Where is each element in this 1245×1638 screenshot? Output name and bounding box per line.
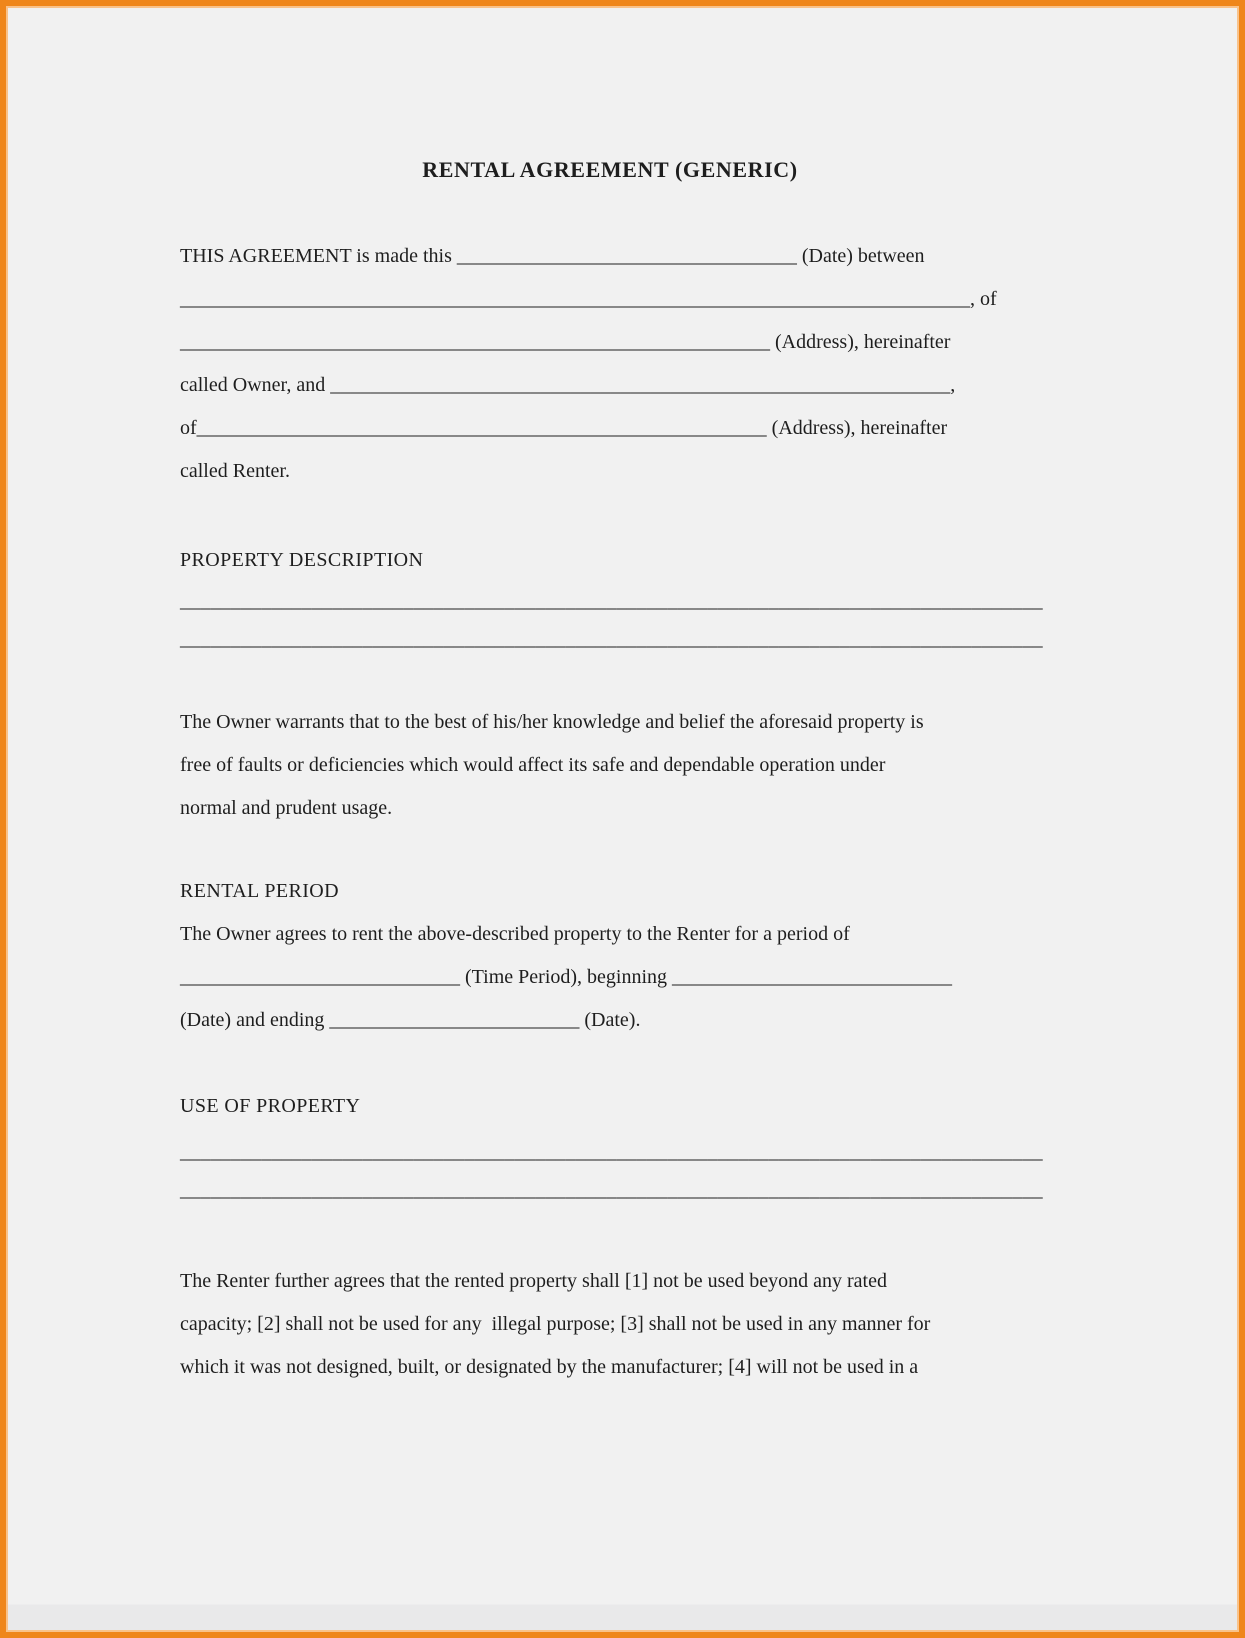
renter-terms-paragraph: [180, 1260, 1040, 1389]
blank-line: _____________________________________________________________________________________: [180, 590, 1043, 612]
document-title: RENTAL AGREEMENT (GENERIC): [422, 157, 798, 182]
use-of-property-heading: USE OF PROPERTY: [180, 1095, 361, 1117]
rental-period-line: (Date) and ending _________________________ (Date).: [180, 1009, 641, 1031]
intro-line: of_________________________________________________________ (Address), hereinafter: [180, 417, 948, 439]
blank-line: _____________________________________________________________________________________: [180, 628, 1043, 650]
intro-paragraph: [180, 235, 1040, 493]
warranty-line: normal and prudent usage.: [180, 797, 393, 819]
property-description-heading: PROPERTY DESCRIPTION: [180, 549, 424, 571]
rental-period-line: ____________________________ (Time Period), beginning ____________________________: [180, 966, 953, 988]
warranty-line: The Owner warrants that to the best of his/her knowledge and belief the aforesaid property is: [180, 711, 924, 733]
intro-line: _______________________________________________________________________________, of: [180, 288, 997, 310]
document-page: [6, 6, 1239, 1632]
intro-line: called Renter.: [180, 460, 290, 482]
rental-period-paragraph: [180, 913, 1040, 1042]
warranty-line: free of faults or deficiencies which would affect its safe and dependable operation under: [180, 754, 886, 776]
blank-line: _____________________________________________________________________________________: [180, 1179, 1043, 1201]
rental-period-line: The Owner agrees to rent the above-described property to the Renter for a period of: [180, 923, 850, 945]
renter-terms-line: capacity; [2] shall not be used for any illegal purpose; [3] shall not be used in any manner for: [180, 1313, 931, 1335]
use-of-property-blanks: [180, 1133, 1043, 1209]
property-description-blanks: [180, 582, 1043, 658]
warranty-paragraph: [180, 701, 1040, 830]
footer-band: [8, 1605, 1237, 1630]
renter-terms-line: The Renter further agrees that the rented property shall [1] not be used beyond any rated: [180, 1270, 887, 1292]
renter-terms-line: which it was not designed, built, or designated by the manufacturer; [4] will not be used in a: [180, 1356, 919, 1378]
blank-line: _____________________________________________________________________________________: [180, 1141, 1043, 1163]
intro-line: THIS AGREEMENT is made this __________________________________ (Date) between: [180, 245, 925, 267]
rental-period-heading: RENTAL PERIOD: [180, 880, 339, 902]
intro-line: called Owner, and ______________________________________________________________,: [180, 374, 956, 396]
rental-agreement-document: [180, 8, 1043, 1389]
intro-line: ___________________________________________________________ (Address), hereinafter: [180, 331, 951, 353]
